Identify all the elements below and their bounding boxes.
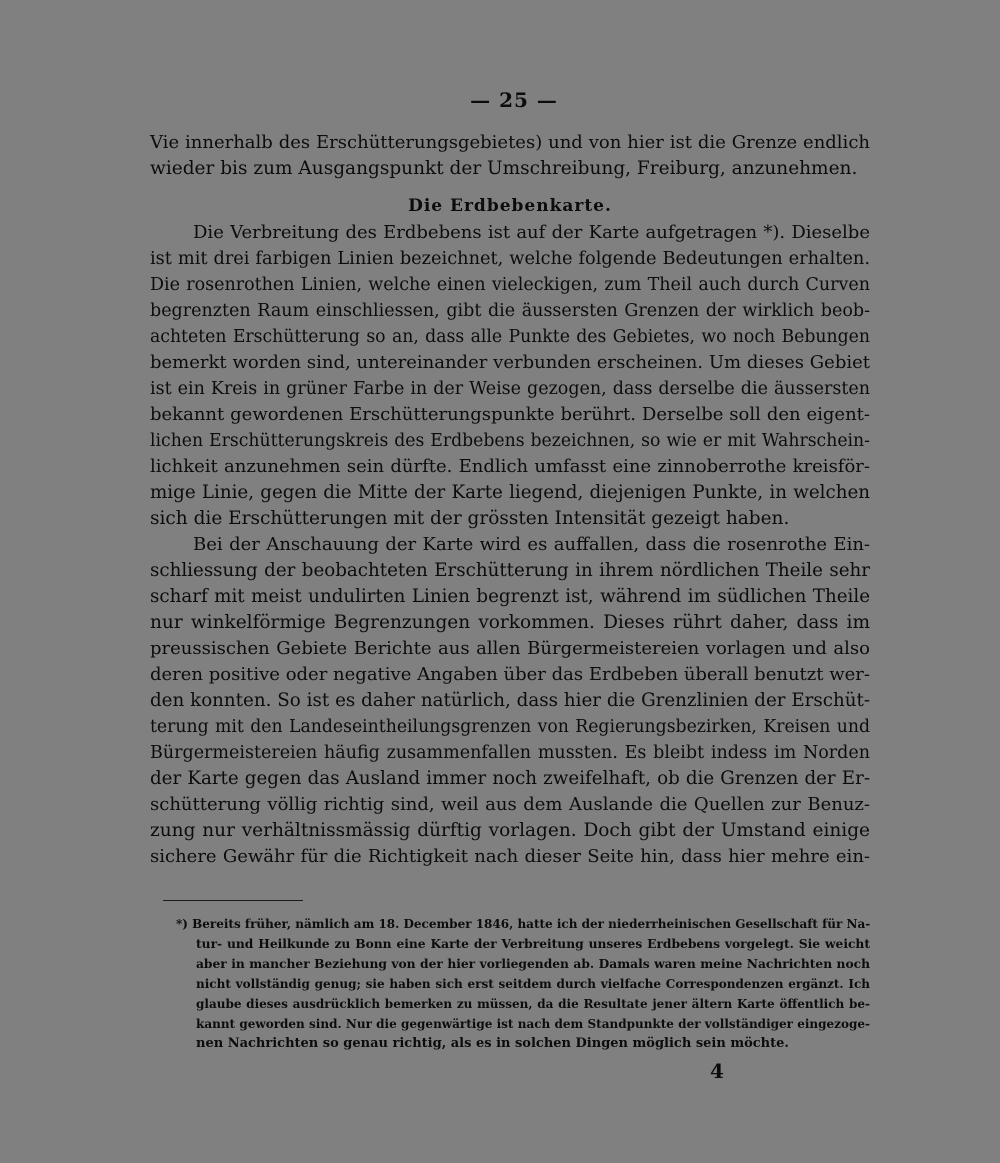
text-line: preussischen Gebiete Berichte aus allen Bürgermeistereien vorlagen und also bbox=[150, 638, 870, 659]
footnote-line: kannt geworden sind. Nur die gegenwärtige ist nach dem Standpunkte der vollständiger eingezoge- bbox=[196, 1017, 870, 1031]
text-line: Die rosenrothen Linien, welche einen vieleckigen, zum Theil auch durch Curven bbox=[150, 275, 870, 295]
text-line: schliessung der beobachteten Erschütterung in ihrem nördlichen Theile sehr bbox=[150, 560, 870, 581]
paragraph-1 bbox=[150, 220, 870, 532]
footnote-line: *) Bereits früher, nämlich am 18. December 1846, hatte ich der niederrheinischen Gesellschaft für Na- bbox=[176, 917, 871, 931]
footnote-line: nicht vollständig genug; sie haben sich erst seitdem durch vielfache Correspondenzen ergänzt. Ich bbox=[196, 977, 870, 991]
footnote-divider bbox=[163, 900, 303, 901]
footnote-line: tur- und Heilkunde zu Bonn eine Karte der Verbreitung unseres Erdbebens vorgelegt. Sie weicht bbox=[196, 936, 870, 951]
text-line: ist mit drei farbigen Linien bezeichnet, welche folgende Bedeutungen erhalten. bbox=[150, 249, 870, 269]
text-line: bekannt gewordenen Erschütterungspunkte berührt. Derselbe soll den eigent- bbox=[150, 404, 870, 425]
text-line: lichkeit anzunehmen sein dürfte. Endlich umfasst eine zinnoberrothe kreisför- bbox=[150, 456, 870, 477]
section-heading: Die Erdbebenkarte. bbox=[408, 196, 612, 216]
text-line: der Karte gegen das Ausland immer noch zweifelhaft, ob die Grenzen der Er- bbox=[150, 768, 870, 789]
text-line: mige Linie, gegen die Mitte der Karte liegend, diejenigen Punkte, in welchen bbox=[150, 482, 870, 503]
text-line: nur winkelförmige Begrenzungen vorkommen. Dieses rührt daher, dass im bbox=[150, 612, 870, 633]
text-line: deren positive oder negative Angaben über das Erdbeben überall benutzt wer- bbox=[150, 664, 870, 685]
paragraph-2 bbox=[150, 532, 870, 870]
text-line: zung nur verhältnissmässig dürftig vorlagen. Doch gibt der Umstand einige bbox=[150, 820, 870, 841]
text-line: sichere Gewähr für die Richtigkeit nach dieser Seite hin, dass hier mehre ein- bbox=[150, 846, 870, 867]
text-line: Bürgermeistereien häufig zusammenfallen mussten. Es bleibt indess im Norden bbox=[150, 743, 870, 763]
text-line: terung mit den Landeseintheilungsgrenzen von Regierungsbezirken, Kreisen und bbox=[150, 717, 870, 737]
intro-line: wieder bis zum Ausgangspunkt der Umschreibung, Freiburg, anzunehmen. bbox=[150, 158, 858, 179]
text-line: lichen Erschütterungskreis des Erdbebens bezeichnen, so wie er mit Wahrschein- bbox=[150, 431, 870, 451]
signature-mark: 4 bbox=[710, 1059, 724, 1083]
text-line: begrenzten Raum einschliessen, gibt die äussersten Grenzen der wirklich beob- bbox=[150, 301, 870, 321]
body-text bbox=[150, 130, 870, 870]
footnote bbox=[176, 914, 870, 1054]
text-line: den konnten. So ist es daher natürlich, dass hier die Grenzlinien der Erschüt- bbox=[150, 690, 870, 711]
text-line: sich die Erschütterungen mit der grössten Intensität gezeigt haben. bbox=[150, 508, 790, 529]
text-line: schütterung völlig richtig sind, weil aus dem Auslande die Quellen zur Benuz- bbox=[150, 794, 870, 815]
text-line: Bei der Anschauung der Karte wird es auffallen, dass die rosenrothe Ein- bbox=[193, 534, 870, 555]
page-number: — 25 — bbox=[470, 88, 558, 112]
footnote-line: nen Nachrichten so genau richtig, als es in solchen Dingen möglich sein möchte. bbox=[196, 1036, 789, 1051]
text-line: ist ein Kreis in grüner Farbe in der Weise gezogen, dass derselbe die äussersten bbox=[150, 379, 870, 399]
text-line: scharf mit meist undulirten Linien begrenzt ist, während im südlichen Theile bbox=[150, 586, 870, 607]
text-line: bemerkt worden sind, untereinander verbunden erscheinen. Um dieses Gebiet bbox=[150, 352, 870, 373]
text-line: achteten Erschütterung so an, dass alle Punkte des Gebietes, wo noch Bebungen bbox=[150, 327, 870, 347]
footnote-line: aber in mancher Beziehung von der hier vorliegenden ab. Damals waren meine Nachrichten noch bbox=[196, 956, 870, 971]
text-line: Die Verbreitung des Erdbebens ist auf der Karte aufgetragen *). Dieselbe bbox=[193, 222, 870, 243]
footnote-line: glaube dieses ausdrücklich bemerken zu müssen, da die Resultate jener ältern Karte öffentlich be- bbox=[196, 997, 870, 1011]
intro-line: Vie innerhalb des Erschütterungsgebietes) und von hier ist die Grenze endlich bbox=[150, 132, 870, 153]
